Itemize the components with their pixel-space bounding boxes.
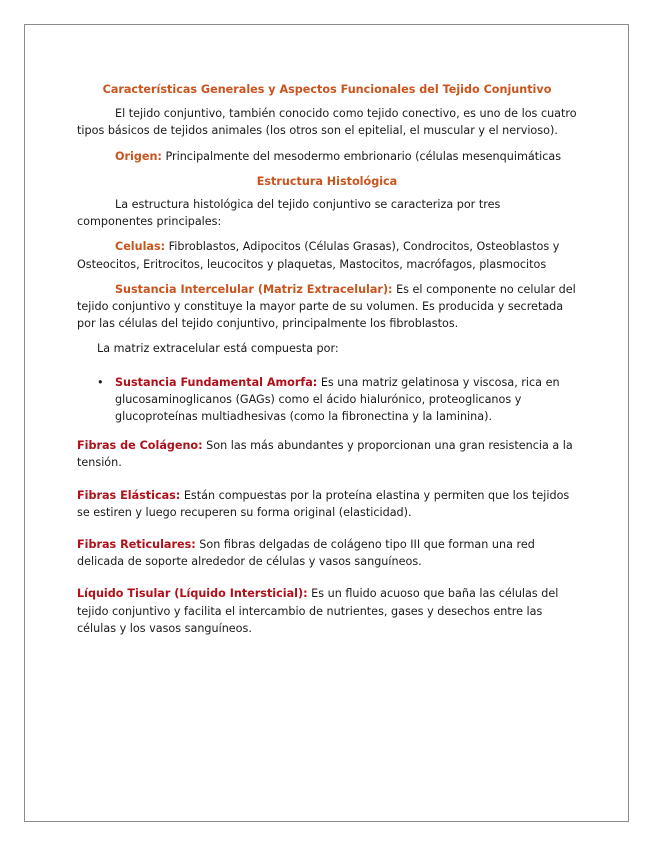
fibra-elastica-paragraph <box>77 487 577 521</box>
intro-paragraph: El tejido conjuntivo, también conocido como tejido conectivo, es uno de los cuatro tipos básicos de tejidos animales (los otros son el epitelial, el muscular y el nervioso). <box>77 107 577 138</box>
sustancia-label: Sustancia Intercelular (Matriz Extracelular): <box>115 282 393 296</box>
fibra-reticular-text: Son fibras delgadas de colágeno tipo III que forman una red delicada de soporte alrededor de células y vasos sanguíneos. <box>77 538 535 569</box>
matriz-intro-paragraph: La matriz extracelular está compuesta por: <box>97 342 339 356</box>
section-title: Estructura Histológica <box>256 174 398 188</box>
fibra-reticular-paragraph <box>77 536 577 570</box>
document-body <box>77 81 577 652</box>
origen-label: Origen: <box>115 149 162 163</box>
liquido-tisular-label: Líquido Tisular (Líquido Intersticial): <box>77 587 308 601</box>
bullet-label: Sustancia Fundamental Amorfa: <box>115 375 318 389</box>
celulas-paragraph <box>77 238 577 272</box>
origen-paragraph <box>77 148 577 165</box>
origen-text: Principalmente del mesodermo embrionario (células mesenquimáticas <box>161 149 562 163</box>
bullet-icon: • <box>97 375 104 389</box>
celulas-text: Fibroblastos, Adipocitos (Células Grasas), Condrocitos, Osteoblastos y Osteocitos, Eritrocitos, leucocitos y plaquetas, Mastocitos, macrófagos, plasmocitos <box>77 240 560 271</box>
fibra-reticular-label: Fibras Reticulares: <box>77 538 196 552</box>
estructura-intro-paragraph: La estructura histológica del tejido conjuntivo se caracteriza por tres componentes principales: <box>77 198 501 229</box>
fibra-elastica-text: Están compuestas por la proteína elastina y permiten que los tejidos se estiren y luego recuperen su forma original (elasticidad). <box>77 488 570 519</box>
list-item <box>97 374 577 426</box>
fibra-colageno-text: Son las más abundantes y proporcionan una gran resistencia a la tensión. <box>77 439 573 470</box>
document-page <box>24 24 629 822</box>
celulas-label: Celulas: <box>115 240 166 254</box>
fibra-colageno-paragraph <box>77 437 577 471</box>
fibra-colageno-label: Fibras de Colágeno: <box>77 439 203 453</box>
sustancia-paragraph <box>77 281 577 333</box>
sustancia-text: Es el componente no celular del tejido conjuntivo y constituye la mayor parte de su volumen. Es producida y secretada por las células del tejido conjuntivo, principalmente los fibroblastos. <box>77 282 576 331</box>
bullet-text: Es una matriz gelatinosa y viscosa, rica en glucosaminoglicanos (GAGs) como el ácido hialurónico, proteoglicanos y glucoproteínas multiadhesivas (como la fibronectina y la laminina). <box>115 375 560 424</box>
liquido-tisular-paragraph <box>77 585 577 637</box>
bullet-list <box>77 374 577 426</box>
document-title: Características Generales y Aspectos Funcionales del Tejido Conjuntivo <box>102 83 552 96</box>
liquido-tisular-text: Es un fluido acuoso que baña las células del tejido conjuntivo y facilita el intercambio de nutrientes, gases y desechos entre las células y los vasos sanguíneos. <box>77 587 559 635</box>
fibra-elastica-label: Fibras Elásticas: <box>77 488 181 502</box>
